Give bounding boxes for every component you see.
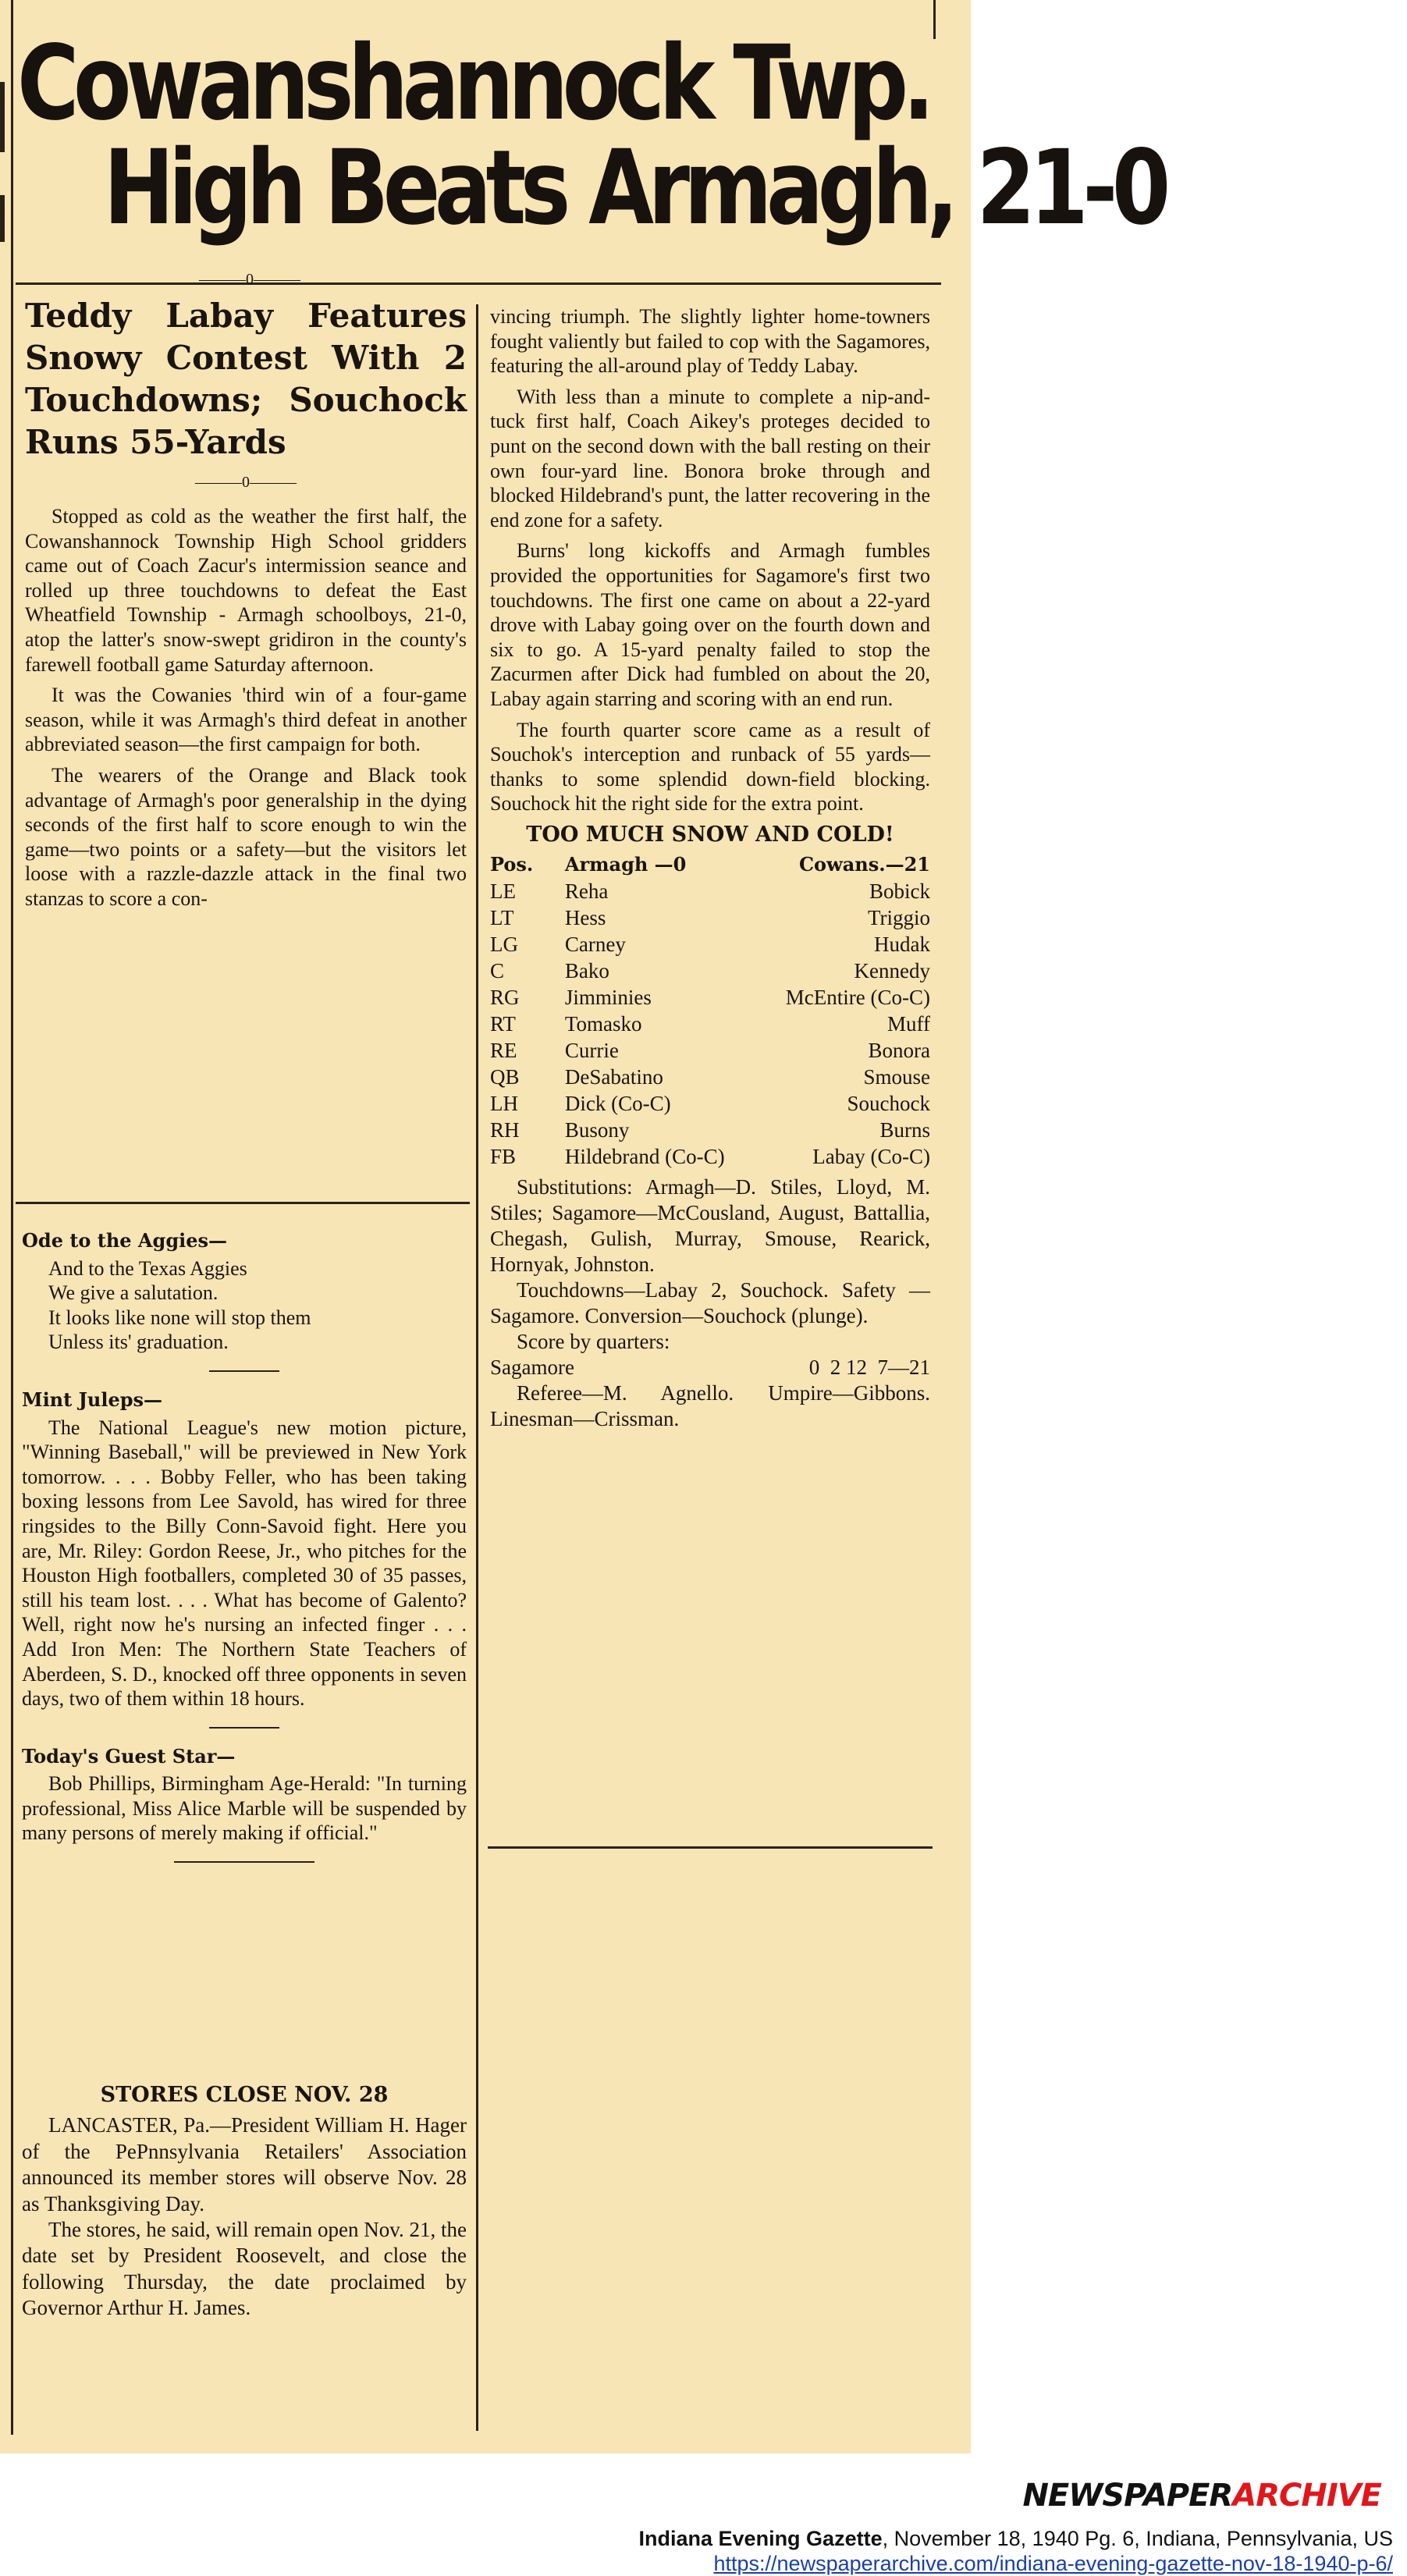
headline-divider-mark: ———0——— xyxy=(199,271,300,288)
lineup-armagh-player: Reha xyxy=(564,879,609,904)
lineup-cowans-player: Hudak xyxy=(874,933,930,957)
story-paragraph: The wearers of the Orange and Black took advantage of Armagh's poor generalship in the dying seconds of the first half to score enough to win the game—two points or a safety—but the visitors let loose with a razzle-dazzle attack in the final two stanzas to score a con- xyxy=(25,763,467,910)
headline-line-1: Cowanshannock Twp. xyxy=(17,23,929,144)
lineup-armagh-player: Hildebrand (Co-C) xyxy=(564,1145,725,1169)
lineup-row xyxy=(490,958,930,984)
poem-line: It looks like none will stop them xyxy=(48,1306,311,1329)
headline-rule xyxy=(16,282,941,285)
left-border-mark-bottom xyxy=(0,195,5,242)
score-row xyxy=(490,1355,930,1380)
lineup-cowans-player: Burns xyxy=(879,1118,930,1142)
lineup-armagh-player: Busony xyxy=(564,1118,630,1142)
lineup-header-armagh: Armagh —0 xyxy=(564,853,687,876)
guest-star-heading: Today's Guest Star— xyxy=(22,1744,236,1768)
story-paragraph: Burns' long kickoffs and Armagh fumbles provided the opportunities for Sagamore's first two touchdowns. The first one came on about a 22-yard drove with Labay going over on the fourth down and six to go. A 15-yard penalty failed to stop the Zacurmen after Dick had fumbled on about the 20, Labay again starring and scoring with an end run. xyxy=(490,539,930,710)
story-paragraph: The fourth quarter score came as a result of Souchok's interception and runback of 55 yards—thanks to some splendid down-field blocking. Souchock hit the right side for the extra point. xyxy=(490,718,930,815)
lineup-row xyxy=(490,1011,930,1037)
headline-line-2: High Beats Armagh, 21-0 xyxy=(103,128,1165,248)
lineup-armagh-player: Jimminies xyxy=(564,986,652,1010)
right-border-line-top xyxy=(933,0,936,39)
lineup-armagh-player: Hess xyxy=(564,906,606,930)
column-divider-line xyxy=(476,304,478,2431)
juleps-paragraph: The National League's new motion picture, "Winning Baseball," will be previewed in New York tomorrow. . . . Bobby Feller, who has been taking boxing lessons from Lee Savold, has wired for three ringsides to the Billy Conn-Savoid fight. Here you are, Mr. Riley: Gordon Reese, Jr., who pitches for the Houston High footballers, completed 30 of 35 passes, still his team lost. . . . What has become of Galento? Well, right now he's nursing an infected finger . . . Add Iron Men: The Northern State Teachers of Aberdeen, S. D., knocked off three opponents in seven days, two of them within 18 hours. xyxy=(22,1416,467,1711)
lineup-cowans-player: Kennedy xyxy=(854,959,930,983)
story-column-left xyxy=(25,295,467,1192)
poem-line: And to the Texas Aggies xyxy=(48,1256,247,1280)
story-paragraph: Stopped as cold as the weather the first half, the Cowanshannock Township High School gridders came out of Coach Zacur's intermission seance and rolled up three touchdowns to defeat the East Wheatfield Township - Armagh schoolboys, 21-0, atop the latter's snow-swept gridiron in the county's farewell football game Saturday afternoon. xyxy=(25,505,467,676)
story-paragraph: With less than a minute to complete a nip-and-tuck first half, Coach Aikey's proteges decided to punt on the second down with the ball resting on their own four-yard line. Bonora broke through and blocked Hildebrand's punt, the latter recovering in the end zone for a safety. xyxy=(490,385,930,531)
logo-text-2: ARCHIVE xyxy=(1232,2478,1381,2514)
lineup-cowans-player: Smouse xyxy=(863,1065,930,1089)
source-url-link[interactable]: https://newspaperarchive.com/indiana-evening-gazette-nov-18-1940-p-6/ xyxy=(713,2552,1393,2575)
lineup-position: RG xyxy=(490,986,520,1010)
aggies-heading: Ode to the Aggies— xyxy=(22,1229,228,1252)
lineup-table xyxy=(490,851,930,1170)
lineup-title: TOO MUCH SNOW AND COLD! xyxy=(526,822,894,847)
lineup-body xyxy=(490,878,930,1170)
caption-details: , November 18, 1940 Pg. 6, Indiana, Pennsylvania, US xyxy=(882,2527,1393,2550)
poem-line: Unless its' graduation. xyxy=(48,1331,229,1354)
sports-notes-column xyxy=(22,1208,467,2074)
lineup-cowans-player: Labay (Co-C) xyxy=(812,1145,930,1169)
lineup-notes xyxy=(490,1174,930,1432)
lineup-armagh-player: Bako xyxy=(564,959,609,983)
lineup-cowans-player: Souchock xyxy=(847,1092,930,1116)
substitutions-line: Substitutions: Armagh—D. Stiles, Lloyd, M. Stiles; Sagamore—McCousland, August, Battallia, Chegash, Gulish, Murray, Smouse, Rearick, Hornyak, Johnston. xyxy=(490,1175,930,1277)
lineup-cowans-player: Bobick xyxy=(869,879,930,904)
right-column-end-rule xyxy=(488,1846,933,1849)
lineup-row xyxy=(490,931,930,958)
lineup-armagh-player: Tomasko xyxy=(564,1012,642,1036)
lineup-cowans-player: Muff xyxy=(886,1012,930,1036)
score-team: Sagamore xyxy=(490,1356,574,1380)
publication-name: Indiana Evening Gazette xyxy=(638,2527,883,2550)
lineup-position: LH xyxy=(490,1092,518,1116)
lineup-armagh-player: DeSabatino xyxy=(564,1065,663,1089)
poem-line: We give a salutation. xyxy=(48,1281,219,1305)
lineup-row xyxy=(490,984,930,1011)
lineup-row xyxy=(490,1090,930,1117)
lineup-row xyxy=(490,904,930,931)
lineup-position: FB xyxy=(490,1145,517,1169)
logo-text-1: NEWSPAPER xyxy=(1022,2478,1233,2514)
guest-star-paragraph: Bob Phillips, Birmingham Age-Herald: "In turning professional, Miss Alice Marble will be suspended by many persons of merely making if official." xyxy=(22,1772,467,1845)
notes-separator xyxy=(209,1370,279,1372)
lineup-row xyxy=(490,1143,930,1170)
officials-line: Referee—M. Agnello. Umpire—Gibbons. Linesman—Crissman. xyxy=(490,1381,930,1431)
lineup-position: QB xyxy=(490,1065,520,1089)
notes-separator xyxy=(174,1861,314,1863)
lineup-row xyxy=(490,878,930,904)
lineup-row xyxy=(490,1037,930,1064)
lineup-position: RT xyxy=(490,1012,516,1036)
lineup-position: C xyxy=(490,959,505,983)
stores-brief-title: STORES CLOSE NOV. 28 xyxy=(100,2083,389,2107)
newspaperarchive-logo xyxy=(1022,2478,1381,2514)
lineup-position: RH xyxy=(490,1118,520,1142)
stores-brief xyxy=(22,2082,467,2433)
notes-separator xyxy=(209,1727,279,1729)
juleps-heading: Mint Juleps— xyxy=(22,1387,163,1411)
lineup-position: LG xyxy=(490,933,518,957)
story-subhead: Teddy Labay Features Snowy Contest With 2 Touchdowns; Souchock Runs 55-Yards xyxy=(25,297,467,461)
story-paragraph: vincing triumph. The slightly lighter home-towners fought valiently but failed to cop with the Sagamores, featuring the all-around play of Teddy Labay. xyxy=(490,305,930,378)
stores-paragraph: LANCASTER, Pa.—President William H. Hager of the PePnnsylvania Retailers' Association announced its member stores will observe Nov. 28 as Thanksgiving Day. xyxy=(22,2113,467,2215)
lineup-header-pos: Pos. xyxy=(490,853,534,876)
stores-paragraph: The stores, he said, will remain open Nov. 21, the date set by President Roosevelt, and close the following Thursday, the date proclaimed by Governor Arthur H. James. xyxy=(22,2218,467,2320)
left-column-end-rule xyxy=(16,1202,470,1204)
lineup-cowans-player: McEntire (Co-C) xyxy=(785,986,930,1010)
lineup-position: LT xyxy=(490,906,514,930)
lineup-header-cowans: Cowans.—21 xyxy=(798,853,930,876)
touchdowns-line: Touchdowns—Labay 2, Souchock. Safety — Sagamore. Conversion—Souchock (plunge). xyxy=(490,1278,930,1328)
left-border-line xyxy=(11,0,13,2435)
lineup-header-row xyxy=(490,851,930,878)
left-border-mark-top xyxy=(0,82,5,152)
lineup-armagh-player: Currie xyxy=(564,1039,619,1063)
source-caption xyxy=(492,2527,1393,2551)
lineup-row xyxy=(490,1117,930,1143)
lineup-armagh-player: Carney xyxy=(564,933,626,957)
lineup-cowans-player: Bonora xyxy=(868,1039,930,1063)
lineup-armagh-player: Dick (Co-C) xyxy=(564,1092,671,1116)
story-column-right xyxy=(490,304,930,1838)
lineup-position: RE xyxy=(490,1039,517,1063)
subhead-divider-mark: ———0——— xyxy=(195,474,297,491)
aggies-poem xyxy=(22,1256,467,1355)
lineup-cowans-player: Triggio xyxy=(867,906,930,930)
score-label: Score by quarters: xyxy=(517,1330,670,1354)
headline xyxy=(17,23,1165,248)
score-values: 0 2 12 7—21 xyxy=(808,1356,930,1380)
lineup-position: LE xyxy=(490,879,516,904)
story-paragraph: It was the Cowanies 'third win of a four-game season, while it was Armagh's third defeat in another abbreviated season—the first campaign for both. xyxy=(25,684,467,756)
lineup-row xyxy=(490,1064,930,1090)
